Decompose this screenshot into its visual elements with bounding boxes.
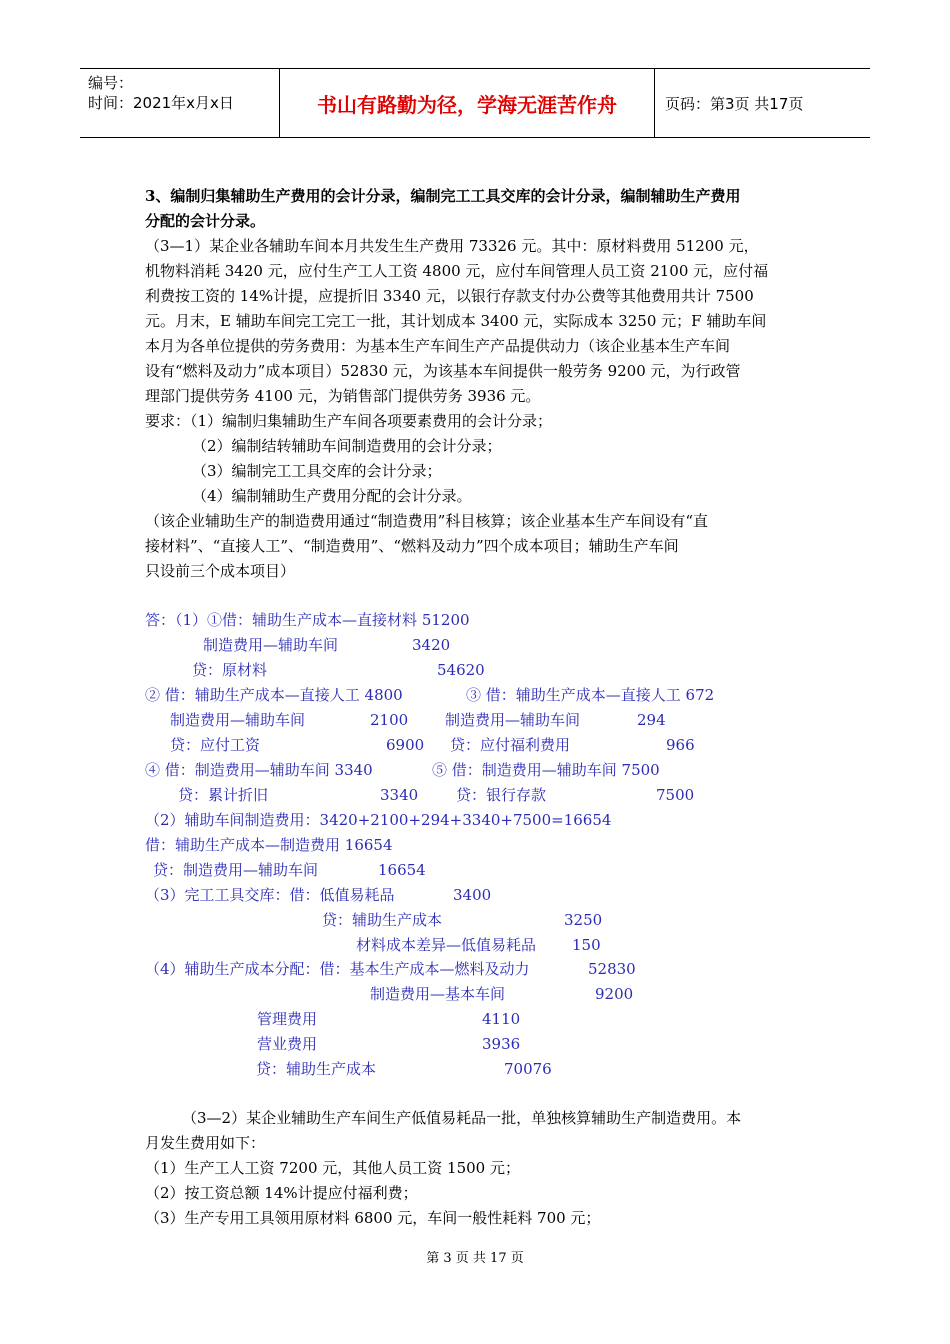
answer-amount: 3250	[564, 911, 603, 929]
answer-line: ② 借：辅助生产成本—直接人工 4800	[145, 686, 403, 704]
answer-line: （4）辅助生产成本分配：借：基本生产成本—燃料及动力	[145, 960, 530, 978]
problem2-line: （1）生产工人工资 7200 元，其他人员工资 1500 元；	[145, 1159, 520, 1177]
time-label: 时间：2021年x月x日	[88, 94, 234, 112]
answer-amount: 3420	[412, 636, 451, 654]
requirement-line: （2）编制结转辅助车间制造费用的会计分录；	[192, 437, 502, 455]
answer-amount: 6900	[386, 736, 425, 754]
header-motto: 书山有路勤为径，学海无涯苦作舟	[280, 69, 655, 137]
page-header	[80, 68, 870, 138]
answer-line: 制造费用—辅助车间	[445, 711, 581, 729]
answer-line: （3）完工工具交库：借：低值易耗品	[145, 886, 395, 904]
problem1-line: 利费按工资的 14%计提，应提折旧 3340 元，以银行存款支付办公费等其他费用共计 7500	[145, 287, 754, 305]
section-title-line-2: 分配的会计分录。	[145, 212, 266, 230]
answer-line: 贷：原材料	[192, 661, 268, 679]
problem2-line: （3—2）某企业辅助生产车间生产低值易耗品一批，单独核算辅助生产制造费用。本	[182, 1109, 742, 1127]
number-label: 编号：	[88, 74, 134, 92]
problem2-line: （3）生产专用工具领用原材料 6800 元，车间一般性耗料 700 元；	[145, 1209, 601, 1227]
note-line: 接材料”、“直接人工”、“制造费用”、“燃料及动力”四个成本项目；辅助生产车间	[145, 537, 679, 555]
answer-line: （2）辅助车间制造费用：3420+2100+294+3340+7500=16654	[145, 811, 612, 829]
answer-line: 制造费用—基本车间	[370, 985, 506, 1003]
problem1-line: 设有“燃料及动力”成本项目）52830 元，为该基本车间提供一般劳务 9200 元，为行政管	[145, 362, 741, 380]
requirement-line: 要求：（1）编制归集辅助生产车间各项要素费用的会计分录；	[145, 412, 553, 430]
answer-line: 贷：累计折旧	[178, 786, 269, 804]
answer-line: 贷：辅助生产成本	[322, 911, 443, 929]
answer-line: 贷：应付福利费用	[450, 736, 571, 754]
requirement-line: （3）编制完工工具交库的会计分录；	[192, 462, 442, 480]
answer-line: 贷：辅助生产成本	[256, 1060, 377, 1078]
answer-amount: 54620	[437, 661, 485, 679]
problem1-line: （3—1）某企业各辅助车间本月共发生生产费用 73326 元。其中：原材料费用 51200 元，	[145, 237, 759, 255]
answer-line: 制造费用—辅助车间	[170, 711, 306, 729]
answer-amount: 2100	[370, 711, 409, 729]
problem2-line: 月发生费用如下：	[145, 1134, 266, 1152]
requirement-line: （4）编制辅助生产费用分配的会计分录。	[192, 487, 472, 505]
note-line: （该企业辅助生产的制造费用通过“制造费用”科目核算；该企业基本生产车间设有“直	[145, 512, 709, 530]
answer-line: ③ 借：辅助生产成本—直接人工 672	[466, 686, 715, 704]
answer-amount: 70076	[504, 1060, 552, 1078]
answer-amount: 4110	[482, 1010, 521, 1028]
problem2-line: （2）按工资总额 14%计提应付福利费；	[145, 1184, 418, 1202]
answer-amount: 150	[572, 936, 601, 954]
answer-line: 借：辅助生产成本—制造费用 16654	[145, 836, 393, 854]
section-title-line-1: 3、编制归集辅助生产费用的会计分录，编制完工工具交库的会计分录，编制辅助生产费用	[145, 187, 741, 205]
answer-line: 贷：银行存款	[456, 786, 547, 804]
answer-line: 营业费用	[257, 1035, 318, 1053]
answer-line: ④ 借：制造费用—辅助车间 3340	[145, 761, 373, 779]
answer-line: 制造费用—辅助车间	[203, 636, 339, 654]
problem1-line: 理部门提供劳务 4100 元，为销售部门提供劳务 3936 元。	[145, 387, 541, 405]
problem1-line: 本月为各单位提供的劳务费用：为基本生产车间生产产品提供动力（该企业基本生产车间	[145, 337, 731, 355]
answer-amount: 7500	[656, 786, 695, 804]
page-footer: 第 3 页 共 17 页	[426, 1251, 524, 1266]
note-line: 只设前三个成本项目）	[145, 562, 296, 580]
answer-amount: 16654	[378, 861, 426, 879]
answer-line: 管理费用	[257, 1010, 318, 1028]
answer-line: 答：（1）①借：辅助生产成本—直接材料 51200	[145, 611, 470, 629]
answer-amount: 9200	[595, 985, 634, 1003]
answer-amount: 3400	[453, 886, 492, 904]
answer-amount: 294	[637, 711, 666, 729]
answer-amount: 3340	[380, 786, 419, 804]
problem1-line: 元。月末，E 辅助车间完工完工一批，其计划成本 3400 元，实际成本 3250 元；F 辅助车间	[145, 312, 767, 330]
header-page-info: 页码：第3页 共17页	[665, 94, 804, 113]
answer-line: ⑤ 借：制造费用—辅助车间 7500	[432, 761, 660, 779]
answer-line: 材料成本差异—低值易耗品	[356, 936, 537, 954]
problem1-line: 机物料消耗 3420 元，应付生产工人工资 4800 元，应付车间管理人员工资 2100 元，应付福	[145, 262, 769, 280]
answer-amount: 52830	[588, 960, 636, 978]
answer-line: 贷：应付工资	[170, 736, 261, 754]
header-left	[80, 69, 280, 137]
answer-amount: 3936	[482, 1035, 521, 1053]
answer-amount: 966	[666, 736, 695, 754]
answer-line: 贷：制造费用—辅助车间	[153, 861, 319, 879]
